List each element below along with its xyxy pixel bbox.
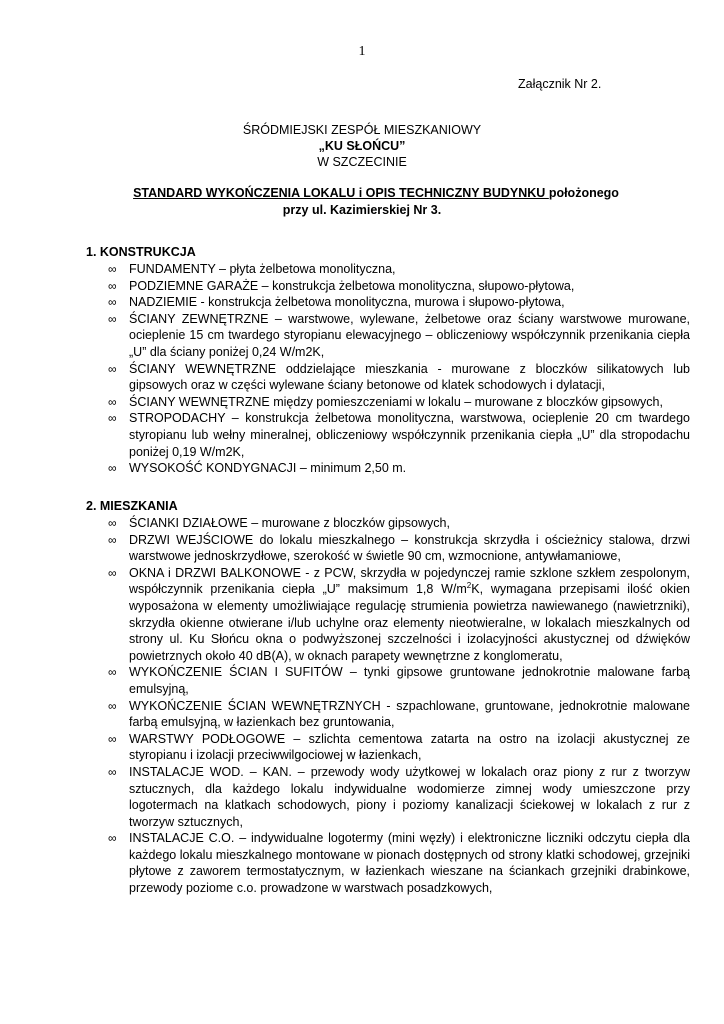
header-line-2: „KU SŁOŃCU” [318,139,406,153]
item-text: INSTALACJE C.O. – indywidualne logotermy (mini węzły) i elektroniczne liczniki odczytu ciepła dla każdego lokalu mieszkalnego montowane w pionach dostępnych od strony klatki schodowej, grzejniki płytowe z zaworem termostatycznym, w łazienkach wieszane na ściankach grzejniki drabinkowe, przewody poziome c.o. prowadzone w warstwach posadzkowych, [129,831,690,896]
list-item [0,532,690,565]
bullet-icon: ∞ [108,532,117,547]
bullet-icon: ∞ [108,461,117,476]
list-item [0,294,690,311]
item-text: WYSOKOŚĆ KONDYGNACJI – minimum 2,50 m. [129,461,407,476]
item-text: WYKOŃCZENIE ŚCIAN WEWNĘTRZNYCH - szpachlowane, gruntowane, jednokrotnie malowane farbą emulsyjną, w łazienkach bez gruntowania, [129,698,690,730]
list-item [0,261,690,278]
bullet-icon: ∞ [108,731,117,746]
section-title-mieszkania: 2. MIESZKANIA [86,499,178,513]
bullet-icon: ∞ [108,764,117,779]
page-number: 1 [358,44,366,59]
item-text: ŚCIANY WEWNĘTRZNE oddzielające mieszkania - murowane z bloczków silikatowych lub gipsowych oraz w części wylewane ściany betonowe od klatek schodowych i dylatacji, [129,361,690,393]
annex-label: Załącznik Nr 2. [518,77,602,91]
list-item [0,830,690,896]
list-item [0,565,690,665]
bullet-icon: ∞ [108,394,117,409]
okna-text-before: OKNA i DRZWI BALKONOWE - z PCW, skrzydła w pojedynczej ramie szklone szkłem zespolonym, współczynnik przenikania ciepła „U” maksimum 1,8 W/m [129,565,690,597]
bullet-icon: ∞ [108,665,117,680]
bullet-icon: ∞ [108,311,117,326]
list-item [0,311,690,361]
item-text: ŚCIANY WEWNĘTRZNE między pomieszczeniami w lokalu – murowane z bloczków gipsowych, [129,394,663,409]
list-mieszkania [0,515,690,897]
list-item [0,664,690,697]
document-title-line-2: przy ul. Kazimierskiej Nr 3. [282,203,442,217]
bullet-icon: ∞ [108,698,117,713]
list-item [0,460,690,477]
list-item [0,361,690,394]
list-item [0,394,690,411]
document-title [14,185,724,202]
bullet-icon: ∞ [108,411,117,426]
list-item [0,410,690,460]
item-text-okna [129,566,690,663]
list-item [0,698,690,731]
item-text: STROPODACHY – konstrukcja żelbetowa monolityczna, warstwowa, ocieplenie 20 cm twardego styropianu lub wełny mineralnej, obliczeniowy współczynnik przenikania ciepła „U” dla stropodachu poniżej 0,19 W/m2K, [129,411,690,459]
bullet-icon: ∞ [108,361,117,376]
list-item [0,278,690,295]
item-text: WYKOŃCZENIE ŚCIAN I SUFITÓW – tynki gipsowe gruntowane jednokrotnie malowane farbą emulsyjną, [129,665,690,696]
bullet-icon: ∞ [108,295,117,310]
list-konstrukcja [0,261,690,477]
bullet-icon: ∞ [108,262,117,276]
section-title-konstrukcja: 1. KONSTRUKCJA [86,245,196,259]
list-item [0,764,690,830]
okna-text-after: K, wymagana przepisami ilość okien wyposażona w elementy umożliwiające regulację strumienia powietrza nawiewanego (nawietrzniki), skrzydła okienne otwierane i/lub uchylne oraz elementy nieotwieralne, w lokalach mieszkalnych od strony ul. Ku Słońcu okna o podwyższonej szczelności i izolacyjności akustycznej od dźwięków powietrznych około 40 dB(A), w oknach parapety wewnętrzne z konglomeratu, [129,582,690,663]
bullet-icon: ∞ [108,278,117,293]
bullet-icon: ∞ [108,516,117,530]
item-text: ŚCIANKI DZIAŁOWE – murowane z bloczków gipsowych, [129,516,450,530]
document-title-rest: położonego [548,186,619,200]
item-text: PODZIEMNE GARAŻE – konstrukcja żelbetowa monolityczna, słupowo-płytowa, [129,278,575,293]
item-text: DRZWI WEJŚCIOWE do lokalu mieszkalnego – konstrukcja skrzydła i ościeżnicy stalowa, drzwi warstwowe jednoskrzydłowe, szerokość w świetle 90 cm, wzmocnione, antywłamaniowe, [129,532,690,564]
item-text: WARSTWY PODŁOGOWE – szlichta cementowa zatarta na ostro na izolacji akustycznej ze styropianu i izolacji przeciwwilgociowej w łazienkach, [129,731,690,763]
bullet-icon: ∞ [108,831,117,846]
okna-superscript: 2 [466,581,472,591]
list-item [0,731,690,764]
document-title-underlined: STANDARD WYKOŃCZENIA LOKALU i OPIS TECHNICZNY BUDYNKU [133,186,549,200]
header-line-1: ŚRÓDMIEJSKI ZESPÓŁ MIESZKANIOWY [242,123,482,137]
item-text: INSTALACJE WOD. – KAN. – przewody wody użytkowej w lokalach oraz piony z rur z tworzyw sztucznych, dla każdego lokalu indywidualne wodomierze zimnej wody umieszczone przy logotermach na klatkach schodowych, piony i poziomy kanalizacji ściekowej w lokalach z rur z tworzyw sztucznych, [129,764,690,829]
bullet-icon: ∞ [108,565,117,580]
header-line-3: W SZCZECINIE [317,155,407,169]
item-text: ŚCIANY ZEWNĘTRZNE – warstwowe, wylewane, żelbetowe oraz ściany warstwowe murowane, ocieplenie 15 cm twardego styropianu elewacyjnego – obliczeniowy współczynnik przenikania ciepła „U” dla ściany poniżej 0,24 W/m2K, [129,311,690,359]
item-text: FUNDAMENTY – płyta żelbetowa monolityczna, [129,262,396,276]
list-item [0,515,690,532]
item-text: NADZIEMIE - konstrukcja żelbetowa monolityczna, murowa i słupowo-płytowa, [129,295,565,310]
